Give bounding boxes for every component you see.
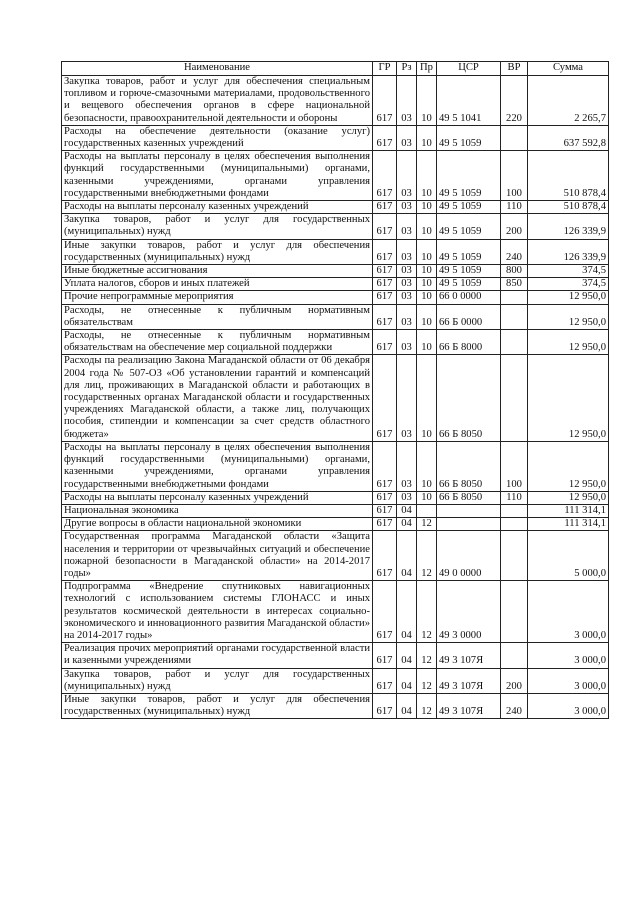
cell-vr: 200 <box>501 668 528 693</box>
cell-sum: 126 339,9 <box>528 239 609 264</box>
table-row <box>62 330 609 355</box>
cell-rz: 03 <box>397 76 417 126</box>
cell-rz: 03 <box>397 151 417 201</box>
cell-gr: 617 <box>373 643 397 668</box>
cell-csr: 49 5 1059 <box>437 151 501 201</box>
cell-rz: 04 <box>397 504 417 517</box>
cell-pr: 10 <box>417 201 437 214</box>
cell-sum: 374,5 <box>528 265 609 278</box>
cell-rz: 03 <box>397 330 417 355</box>
cell-gr: 617 <box>373 581 397 643</box>
cell-pr: 10 <box>417 151 437 201</box>
header-gr: ГР <box>373 62 397 76</box>
cell-vr: 200 <box>501 214 528 239</box>
cell-vr: 240 <box>501 693 528 718</box>
cell-gr: 617 <box>373 693 397 718</box>
cell-csr: 49 5 1059 <box>437 265 501 278</box>
cell-name: Закупка товаров, работ и услуг для государственных (муниципальных) нужд <box>62 668 373 693</box>
cell-csr: 66 Б 8050 <box>437 441 501 491</box>
cell-vr <box>501 291 528 304</box>
cell-gr: 617 <box>373 330 397 355</box>
cell-pr: 10 <box>417 265 437 278</box>
cell-vr: 100 <box>501 441 528 491</box>
cell-csr: 49 5 1059 <box>437 239 501 264</box>
cell-gr: 617 <box>373 151 397 201</box>
cell-sum: 12 950,0 <box>528 355 609 441</box>
cell-name: Расходы па реализацию Закона Магаданской области от 06 декабря 2004 года № 507-ОЗ «Об установлении гарантий и компенсаций для лиц, проживающих в Магаданской области и работающих в государственных органах Магаданской области и государственных учреждениях Магаданской области, а также лиц, получающих пособия, стипендии и компенсации за счет средств областного бюджета» <box>62 355 373 441</box>
table-row <box>62 201 609 214</box>
cell-gr: 617 <box>373 531 397 581</box>
cell-vr <box>501 531 528 581</box>
cell-rz: 04 <box>397 643 417 668</box>
cell-csr: 49 3 107Я <box>437 643 501 668</box>
cell-vr: 110 <box>501 491 528 504</box>
cell-sum: 111 314,1 <box>528 518 609 531</box>
cell-rz: 04 <box>397 518 417 531</box>
cell-name: Уплата налогов, сборов и иных платежей <box>62 278 373 291</box>
cell-name: Расходы, не отнесенные к публичным нормативным обязательствам на обеспечение мер социальной поддержки <box>62 330 373 355</box>
header-rz: Рз <box>397 62 417 76</box>
table-row <box>62 581 609 643</box>
header-csr: ЦСР <box>437 62 501 76</box>
table-row <box>62 668 609 693</box>
cell-rz: 03 <box>397 201 417 214</box>
table-header-row <box>62 62 609 76</box>
table-row <box>62 531 609 581</box>
cell-name: Закупка товаров, работ и услуг для обеспечения специальным топливом и горюче-смазочными материалами, продовольственного и вещевого обеспечения органов в сфере национальной безопасности, правоохранительной деятельности и обороны <box>62 76 373 126</box>
cell-sum: 3 000,0 <box>528 693 609 718</box>
cell-sum: 111 314,1 <box>528 504 609 517</box>
cell-rz: 04 <box>397 668 417 693</box>
budget-table <box>61 61 609 719</box>
cell-gr: 617 <box>373 441 397 491</box>
cell-pr: 10 <box>417 355 437 441</box>
cell-gr: 617 <box>373 239 397 264</box>
cell-name: Иные закупки товаров, работ и услуг для обеспечения государственных (муниципальных) нужд <box>62 693 373 718</box>
table-row <box>62 643 609 668</box>
cell-pr: 12 <box>417 518 437 531</box>
cell-gr: 617 <box>373 265 397 278</box>
table-row <box>62 491 609 504</box>
cell-pr <box>417 504 437 517</box>
cell-csr: 66 Б 8050 <box>437 491 501 504</box>
cell-csr: 49 5 1041 <box>437 76 501 126</box>
cell-csr: 49 5 1059 <box>437 201 501 214</box>
table-row <box>62 214 609 239</box>
cell-pr: 10 <box>417 304 437 329</box>
table-row <box>62 291 609 304</box>
cell-vr <box>501 518 528 531</box>
cell-vr: 850 <box>501 278 528 291</box>
cell-rz: 03 <box>397 265 417 278</box>
cell-csr <box>437 504 501 517</box>
cell-sum: 12 950,0 <box>528 291 609 304</box>
header-pr: Пр <box>417 62 437 76</box>
cell-gr: 617 <box>373 278 397 291</box>
cell-vr: 800 <box>501 265 528 278</box>
cell-sum: 2 265,7 <box>528 76 609 126</box>
cell-csr <box>437 518 501 531</box>
cell-pr: 10 <box>417 214 437 239</box>
cell-name: Реализация прочих мероприятий органами государственной власти и казенными учреждениями <box>62 643 373 668</box>
cell-sum: 12 950,0 <box>528 330 609 355</box>
cell-name: Иные бюджетные ассигнования <box>62 265 373 278</box>
cell-rz: 03 <box>397 278 417 291</box>
cell-gr: 617 <box>373 76 397 126</box>
cell-name: Иные закупки товаров, работ и услуг для обеспечения государственных (муниципальных) нужд <box>62 239 373 264</box>
table-row <box>62 239 609 264</box>
cell-pr: 12 <box>417 581 437 643</box>
cell-name: Национальная экономика <box>62 504 373 517</box>
cell-csr: 49 5 1059 <box>437 214 501 239</box>
cell-pr: 10 <box>417 291 437 304</box>
cell-pr: 12 <box>417 668 437 693</box>
cell-vr <box>501 304 528 329</box>
cell-rz: 03 <box>397 125 417 150</box>
table-row <box>62 441 609 491</box>
cell-sum: 12 950,0 <box>528 304 609 329</box>
cell-sum: 3 000,0 <box>528 668 609 693</box>
cell-name: Расходы на выплаты персоналу в целях обеспечения выполнения функций государственными (муниципальными) органами, казенными учреждениями, органами управления государственными внебюджетными фондами <box>62 441 373 491</box>
cell-name: Расходы на выплаты персоналу казенных учреждений <box>62 491 373 504</box>
cell-rz: 03 <box>397 355 417 441</box>
cell-rz: 03 <box>397 214 417 239</box>
cell-pr: 10 <box>417 278 437 291</box>
cell-pr: 10 <box>417 125 437 150</box>
cell-gr: 617 <box>373 214 397 239</box>
cell-pr: 10 <box>417 441 437 491</box>
cell-name: Расходы, не отнесенные к публичным нормативным обязательствам <box>62 304 373 329</box>
cell-pr: 12 <box>417 531 437 581</box>
cell-pr: 10 <box>417 239 437 264</box>
cell-vr: 110 <box>501 201 528 214</box>
cell-sum: 510 878,4 <box>528 151 609 201</box>
cell-csr: 49 5 1059 <box>437 125 501 150</box>
cell-rz: 03 <box>397 304 417 329</box>
table-row <box>62 151 609 201</box>
cell-gr: 617 <box>373 668 397 693</box>
header-vr: ВР <box>501 62 528 76</box>
table-row <box>62 76 609 126</box>
cell-gr: 617 <box>373 518 397 531</box>
cell-csr: 49 3 0000 <box>437 581 501 643</box>
cell-name: Закупка товаров, работ и услуг для государственных (муниципальных) нужд <box>62 214 373 239</box>
cell-name: Расходы на выплаты персоналу казенных учреждений <box>62 201 373 214</box>
cell-rz: 04 <box>397 531 417 581</box>
cell-rz: 04 <box>397 693 417 718</box>
table-row <box>62 265 609 278</box>
cell-name: Государственная программа Магаданской области «Защита населения и территории от чрезвычайных ситуаций и обеспечение пожарной безопасности в Магаданской области» на 2014-2017 годы» <box>62 531 373 581</box>
table-row <box>62 693 609 718</box>
cell-gr: 617 <box>373 504 397 517</box>
header-sum: Сумма <box>528 62 609 76</box>
cell-vr <box>501 581 528 643</box>
table-row <box>62 125 609 150</box>
table-row <box>62 355 609 441</box>
cell-vr <box>501 504 528 517</box>
cell-pr: 10 <box>417 491 437 504</box>
cell-sum: 12 950,0 <box>528 491 609 504</box>
cell-sum: 510 878,4 <box>528 201 609 214</box>
cell-rz: 04 <box>397 581 417 643</box>
cell-csr: 66 Б 0000 <box>437 304 501 329</box>
cell-rz: 03 <box>397 441 417 491</box>
cell-pr: 10 <box>417 76 437 126</box>
cell-vr <box>501 330 528 355</box>
cell-sum: 12 950,0 <box>528 441 609 491</box>
cell-name: Подпрограмма «Внедрение спутниковых навигационных технологий с использованием системы ГЛОНАСС и иных результатов космической деятельности в интересах социально-экономического и инновационного развития Магаданской области» на 2014-2017 годы» <box>62 581 373 643</box>
cell-sum: 3 000,0 <box>528 643 609 668</box>
cell-sum: 637 592,8 <box>528 125 609 150</box>
cell-vr <box>501 355 528 441</box>
cell-gr: 617 <box>373 491 397 504</box>
cell-gr: 617 <box>373 291 397 304</box>
cell-pr: 10 <box>417 330 437 355</box>
cell-csr: 49 3 107Я <box>437 668 501 693</box>
cell-csr: 49 5 1059 <box>437 278 501 291</box>
cell-gr: 617 <box>373 355 397 441</box>
cell-name: Прочие непрограммные мероприятия <box>62 291 373 304</box>
cell-vr <box>501 643 528 668</box>
cell-csr: 66 0 0000 <box>437 291 501 304</box>
cell-name: Другие вопросы в области национальной экономики <box>62 518 373 531</box>
cell-vr: 240 <box>501 239 528 264</box>
cell-rz: 03 <box>397 291 417 304</box>
cell-sum: 374,5 <box>528 278 609 291</box>
cell-vr <box>501 125 528 150</box>
cell-rz: 03 <box>397 491 417 504</box>
cell-sum: 3 000,0 <box>528 581 609 643</box>
table-row <box>62 304 609 329</box>
cell-csr: 49 0 0000 <box>437 531 501 581</box>
document-page <box>61 61 609 719</box>
table-row <box>62 504 609 517</box>
table-row <box>62 518 609 531</box>
cell-vr: 220 <box>501 76 528 126</box>
cell-name: Расходы на обеспечение деятельности (оказание услуг) государственных казенных учреждений <box>62 125 373 150</box>
cell-vr: 100 <box>501 151 528 201</box>
cell-csr: 66 Б 8000 <box>437 330 501 355</box>
cell-csr: 66 Б 8050 <box>437 355 501 441</box>
cell-sum: 126 339,9 <box>528 214 609 239</box>
table-row <box>62 278 609 291</box>
cell-csr: 49 3 107Я <box>437 693 501 718</box>
cell-gr: 617 <box>373 201 397 214</box>
cell-gr: 617 <box>373 304 397 329</box>
header-name: Наименование <box>62 62 373 76</box>
cell-name: Расходы на выплаты персоналу в целях обеспечения выполнения функций государственными (муниципальными) органами, казенными учреждениями, органами управления государственными внебюджетными фондами <box>62 151 373 201</box>
cell-pr: 12 <box>417 643 437 668</box>
cell-sum: 5 000,0 <box>528 531 609 581</box>
cell-rz: 03 <box>397 239 417 264</box>
cell-gr: 617 <box>373 125 397 150</box>
cell-pr: 12 <box>417 693 437 718</box>
